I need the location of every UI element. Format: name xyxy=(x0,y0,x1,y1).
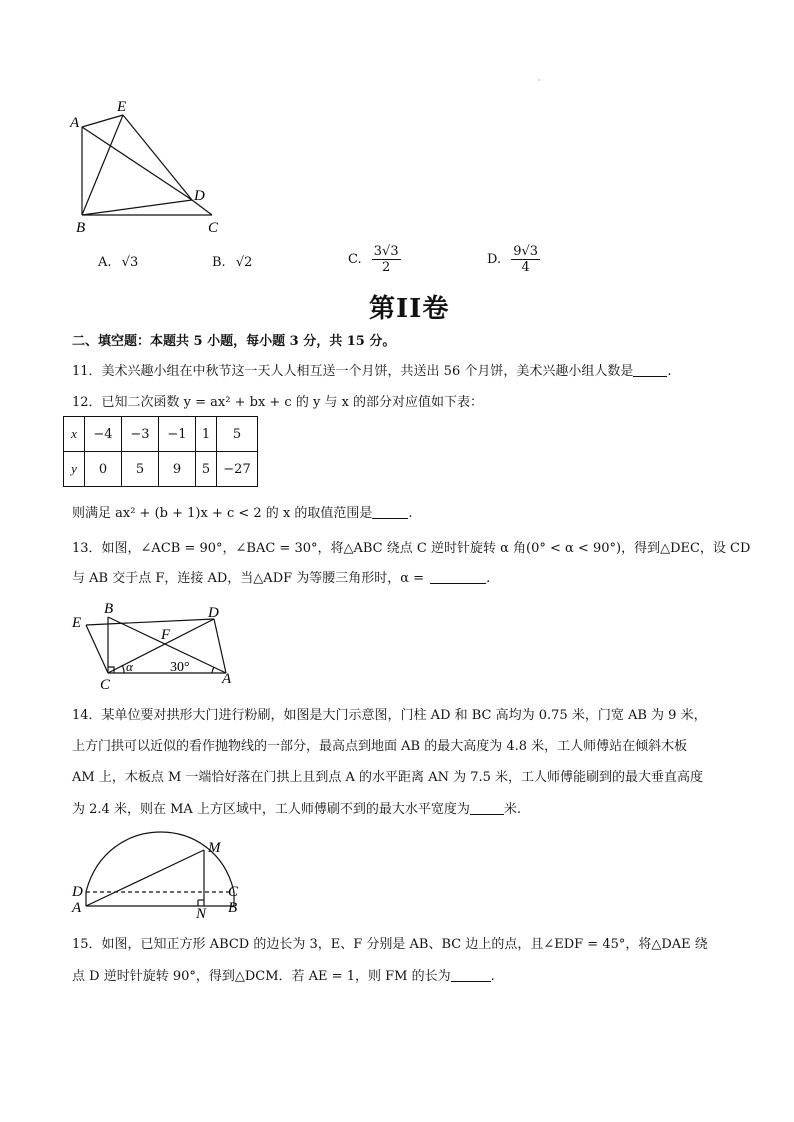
q10-label-c: C xyxy=(208,220,219,236)
q13-label-30: 30° xyxy=(170,660,190,675)
q14-answer-blank[interactable] xyxy=(470,800,504,815)
q14-label-a: A xyxy=(72,900,82,916)
q13-line2: 与 AB 交于点 F，连接 AD，当△ADF 为等腰三角形时，α = . xyxy=(72,571,491,586)
q13-label-alpha: α xyxy=(126,659,133,674)
q10-option-c-num: 3√3 xyxy=(373,244,399,259)
q13-label-d: D xyxy=(208,605,219,621)
q13-answer-blank[interactable] xyxy=(430,569,486,584)
q13-label-e: E xyxy=(72,615,82,631)
q13-label-a: A xyxy=(222,671,232,687)
q14-label-n: N xyxy=(196,906,207,921)
q14-line1: 14．某单位要对拱形大门进行粉刷，如图是大门示意图，门柱 AD 和 BC 高均为 0.75 米，门宽 AB 为 9 米， xyxy=(72,708,707,723)
q11-text: 11．美术兴趣小组在中秋节这一天人人相互送一个月饼，共送出 56 个月饼，美术兴趣小组人数是 . xyxy=(72,364,672,379)
section-title: 第II卷 xyxy=(369,294,450,324)
q14-line4: 为 2.4 米，则在 MA 上方区域中，工人师傅刷不到的最大水平宽度为 米. xyxy=(72,802,522,817)
q13-figure xyxy=(66,597,246,696)
q10-option-c-den: 2 xyxy=(382,260,391,275)
q15-line1: 15．如图，已知正方形 ABCD 的边长为 3，E、F 分别是 AB、BC 边上的点，且∠EDF = 45°，将△DAE 绕 xyxy=(72,937,708,952)
q15-line2: 点 D 逆时针旋转 90°，得到△DCM．若 AE = 1，则 FM 的长为 . xyxy=(72,969,495,984)
section-heading: 二、填空题：本题共 5 小题，每小题 3 分，共 15 分。 xyxy=(72,334,396,349)
q15-answer-blank[interactable] xyxy=(451,967,491,982)
q13-label-c: C xyxy=(100,677,111,692)
q10-option-d-num: 9√3 xyxy=(513,244,539,259)
q13-label-f: F xyxy=(161,627,171,643)
q14-line2: 上方门拱可以近似的看作抛物线的一部分，最高点到地面 AB 的最大高度为 4.8 米，工人师傅站在倾斜木板 xyxy=(72,739,688,754)
q12-question: 则满足 ax² + (b + 1)x + c < 2 的 x 的取值范围是 . xyxy=(72,506,413,521)
q10-option-b: B. √2 xyxy=(212,255,253,270)
q10-label-e: E xyxy=(117,99,127,115)
q14-label-c: C xyxy=(228,884,239,900)
q10-figure xyxy=(64,95,234,244)
q12-row-y: y 0 5 9 5 −27 xyxy=(64,452,258,487)
q12-table xyxy=(63,416,258,487)
page-mark: · xyxy=(538,76,541,85)
q10-label-b: B xyxy=(76,220,86,236)
q14-line3: AM 上，木板点 M 一端恰好落在门拱上且到点 A 的水平距离 AN 为 7.5 米，工人师傅能刷到的最大垂直高度 xyxy=(72,770,704,785)
q14-label-m: M xyxy=(208,840,221,856)
q10-option-d-den: 4 xyxy=(521,260,530,275)
q10-option-c: C. $\frac{3√3}{2}$ xyxy=(348,244,399,275)
q14-label-d: D xyxy=(72,884,83,900)
q10-option-d: D. $\frac{9√3}{4}$ xyxy=(487,244,539,275)
q10-option-a: A. √3 xyxy=(98,255,139,270)
q12-row-x: x −4 −3 −1 1 5 xyxy=(64,417,258,452)
q14-figure xyxy=(66,826,256,925)
q10-label-d: D xyxy=(194,188,205,204)
q12-answer-blank[interactable] xyxy=(372,504,408,519)
q10-label-a: A xyxy=(70,115,80,131)
q13-line1: 13．如图，∠ACB = 90°，∠BAC = 30°，将△ABC 绕点 C 逆时针旋转 α 角(0° < α < 90°)，得到△DEC，设 CD xyxy=(72,541,751,556)
q11-answer-blank[interactable] xyxy=(633,362,667,377)
q14-label-b: B xyxy=(228,900,238,916)
q12-intro: 12．已知二次函数 y = ax² + bx + c 的 y 与 x 的部分对应值如下表： xyxy=(72,395,484,410)
q13-label-b: B xyxy=(104,601,114,617)
